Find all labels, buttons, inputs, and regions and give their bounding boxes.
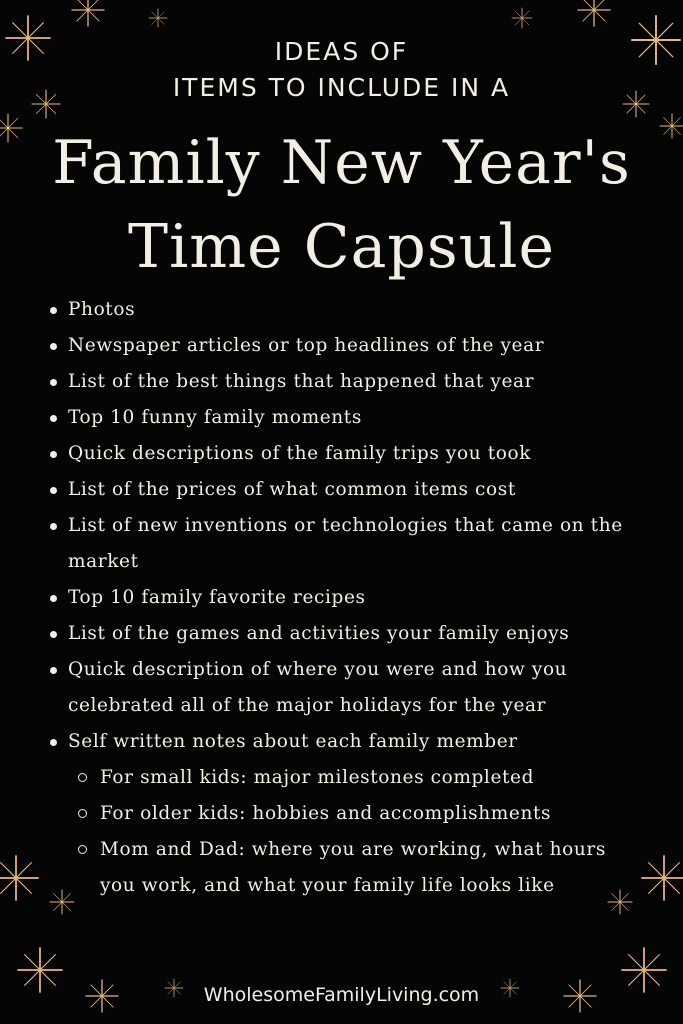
list-item: Quick descriptions of the family trips you took xyxy=(48,436,668,472)
sparkle-icon xyxy=(0,856,38,900)
sparkle-icon xyxy=(72,0,104,26)
kicker-line-1: IDEAS OF xyxy=(274,37,409,66)
list-item: List of the best things that happened that year xyxy=(48,364,668,400)
list-item: Newspaper articles or top headlines of the year xyxy=(48,328,668,364)
page-title-line-2: Time Capsule xyxy=(128,212,555,282)
list-item: Photos xyxy=(48,292,668,328)
sub-list-item: For small kids: major milestones completed xyxy=(48,760,668,796)
sub-list-item: For older kids: hobbies and accomplishments xyxy=(48,796,668,832)
list-item: List of new inventions or technologies that came on the market xyxy=(48,508,668,580)
list-item: Self written notes about each family member xyxy=(48,724,668,760)
kicker-line-2: ITEMS TO INCLUDE IN A xyxy=(172,73,511,102)
page-title-line-1: Family New Year's xyxy=(52,128,631,198)
sub-list-item: Mom and Dad: where you are working, what hours you work, and what your family life looks like xyxy=(48,832,668,904)
items-list xyxy=(48,292,668,904)
list-item: List of the games and activities your family enjoys xyxy=(48,616,668,652)
list-item: Top 10 funny family moments xyxy=(48,400,668,436)
list-item: Quick description of where you were and how you celebrated all of the major holidays for the year xyxy=(48,652,668,724)
sparkle-icon xyxy=(512,8,532,28)
list-item: List of the prices of what common items cost xyxy=(48,472,668,508)
list-item: Top 10 family favorite recipes xyxy=(48,580,668,616)
footer-site-url: WholesomeFamilyLiving.com xyxy=(203,984,480,1006)
sparkle-icon xyxy=(578,0,610,26)
sparkle-icon xyxy=(149,9,167,27)
